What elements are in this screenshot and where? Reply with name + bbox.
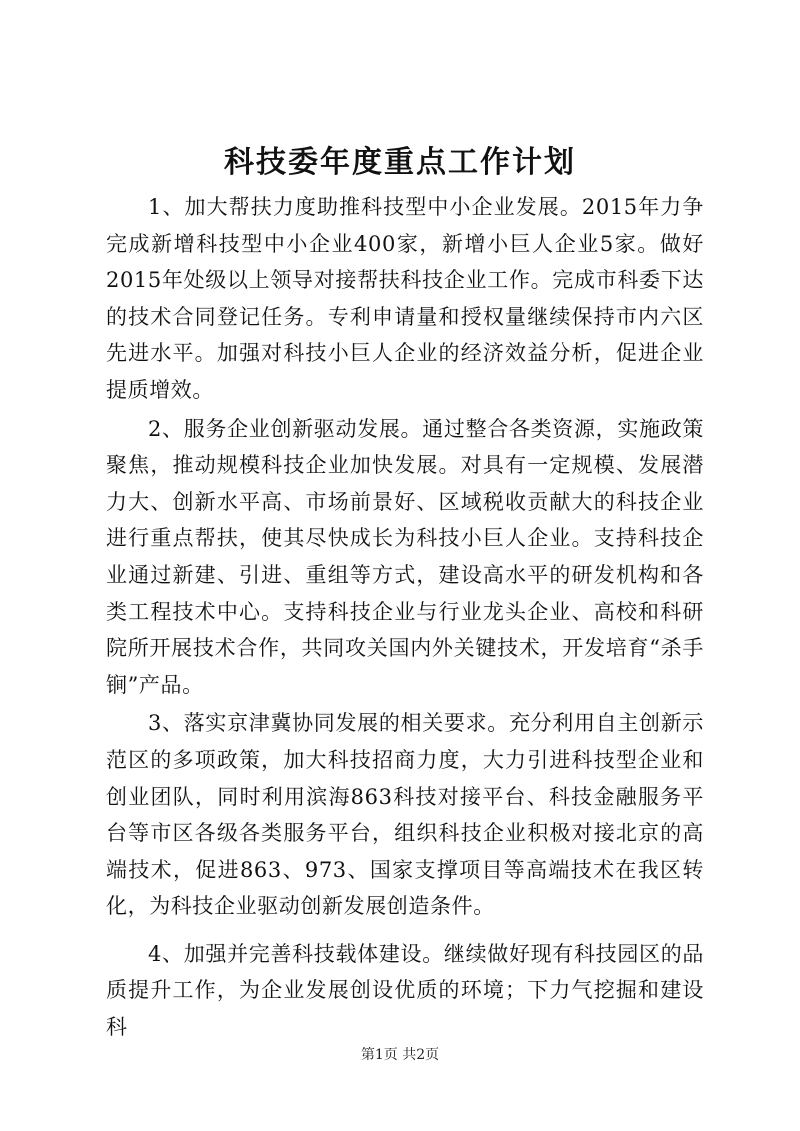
paragraph-4: 4、加强并完善科技载体建设。继续做好现有科技园区的品质提升工作，为企业发展创设优质的环境；下力气挖掘和建设科 bbox=[106, 941, 704, 1040]
document-body bbox=[106, 189, 704, 1046]
paragraph-3: 3、落实京津冀协同发展的相关要求。充分利用自主创新示范区的多项政策，加大科技招商力度，大力引进科技型企业和创业团队，同时利用滨海863科技对接平台、科技金融服务平台等市区各级各类服务平台，组织科技企业积极对接北京的高端技术，促进863、973、国家支撑项目等高端技术在我区转化，为科技企业驱动创新发展创造条件。 bbox=[106, 711, 704, 919]
document-title: 科技委年度重点工作计划 bbox=[224, 145, 576, 180]
paragraph-2: 2、服务企业创新驱动发展。通过整合各类资源，实施政策聚焦，推动规模科技企业加快发展。对具有一定规模、发展潜力大、创新水平高、市场前景好、区域税收贡献大的科技企业进行重点帮扶，使其尽快成长为科技小巨人企业。支持科技企业通过新建、引进、重组等方式，建设高水平的研发机构和各类工程技术中心。支持科技企业与行业龙头企业、高校和科研院所开展技术合作，共同攻关国内外关键技术，开发培育“杀手锏”产品。 bbox=[106, 416, 704, 697]
page-footer: 第1页 共2页 bbox=[360, 1047, 440, 1063]
paragraph-1: 1、加大帮扶力度助推科技型中小企业发展。2015年力争完成新增科技型中小企业400家，新增小巨人企业5家。做好2015年处级以上领导对接帮扶科技企业工作。完成市科委下达的技术合同登记任务。专利申请量和授权量继续保持市内六区先进水平。加强对科技小巨人企业的经济效益分析，促进企业提质增效。 bbox=[106, 195, 704, 402]
